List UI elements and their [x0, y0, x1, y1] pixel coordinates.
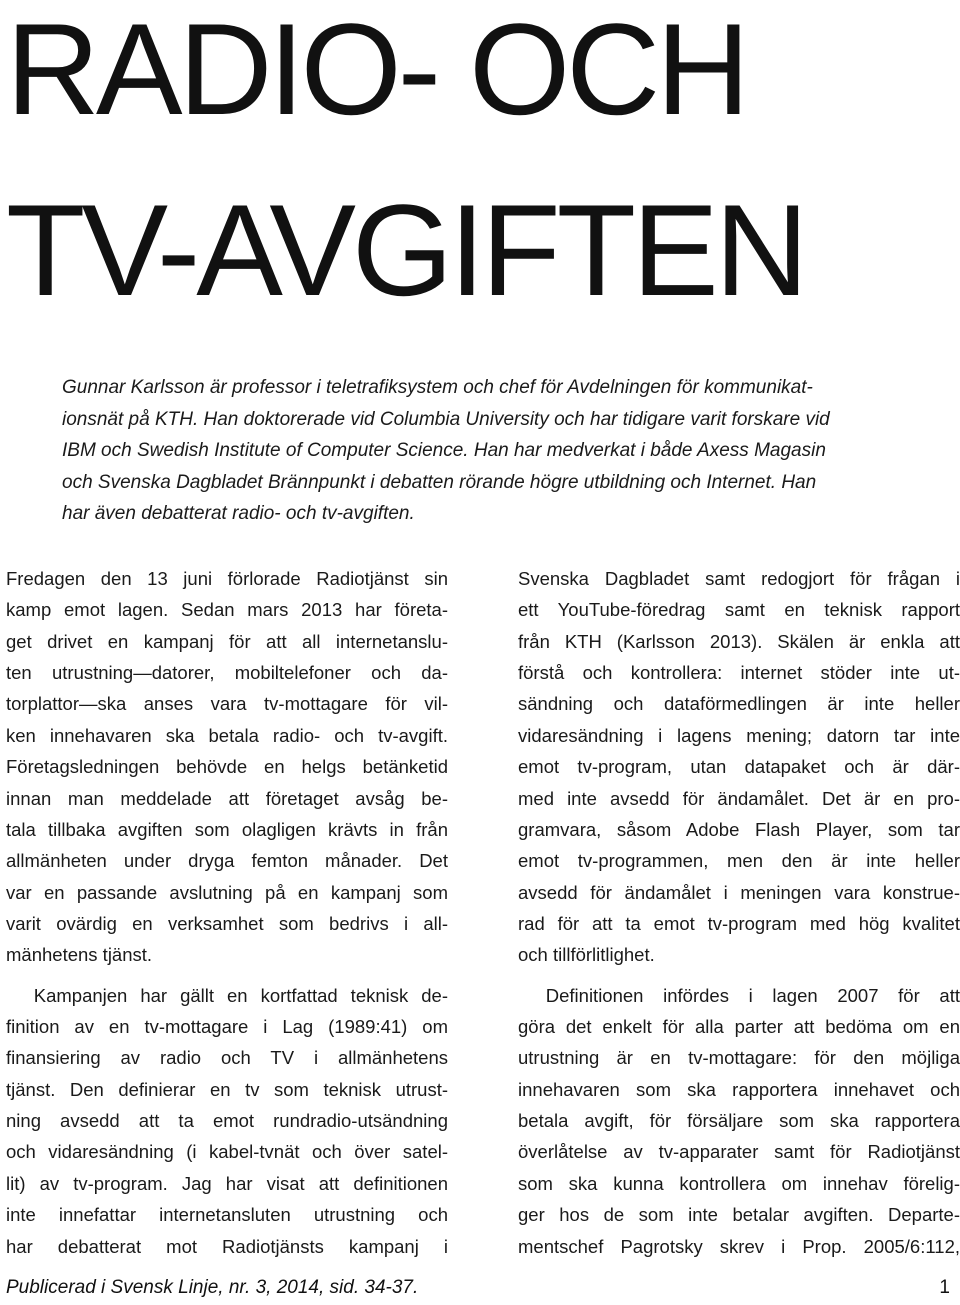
- text-line: lit) av tv-program. Jag har visat att definitionen: [6, 1172, 448, 1194]
- text-line: utrustning är en tv-mottagare: för den möjliga: [518, 1047, 960, 1069]
- text-line: sändning och dataförmedlingen är inte heller: [518, 693, 960, 715]
- text-line: avsedd för ändamålet i meningen vara konstrue-: [518, 881, 960, 903]
- text-line: ken innehavaren ska betala radio- och tv-avgift.: [6, 724, 448, 746]
- text-line: betala avgift, för försäljare som ska rapportera: [518, 1110, 960, 1132]
- text-line: med inte avsedd för ändamålet. Det är en pro-: [518, 787, 960, 809]
- text-line: torplattor—ska anses vara tv-mottagare för vil-: [6, 693, 448, 715]
- text-line: varit ovärdig en verksamhet som bedrivs i all-: [6, 912, 448, 934]
- text-line: och tillförlitlighet.: [518, 944, 655, 966]
- text-line: göra det enkelt för alla parter att bedöma om en: [518, 1016, 960, 1038]
- text-line: emot tv-program, utan datapaket och är där-: [518, 756, 960, 778]
- body-column-left: [6, 563, 448, 1262]
- text-line: och vidaresändning (i kabel-tvnät och över satel-: [6, 1141, 448, 1163]
- page-number: 1: [939, 1277, 950, 1298]
- text-line: kamp emot lagen. Sedan mars 2013 har företa-: [6, 599, 448, 621]
- text-line: tjänst. Den definierar en tv som teknisk utrust-: [6, 1078, 448, 1100]
- text-line: inte innefattar internetansluten utrustning och: [6, 1204, 448, 1226]
- text-line: Kampanjen har gällt en kortfattad teknisk de-: [6, 984, 448, 1006]
- text-line: innehavaren som ska rapportera innehavet och: [518, 1078, 960, 1100]
- text-line: överlåtelse av tv-apparater samt för Radiotjänst: [518, 1141, 960, 1163]
- bio-line: IBM och Swedish Institute of Computer Science. Han har medverkat i både Axess Magasin: [62, 440, 826, 462]
- text-line: Definitionen infördes i lagen 2007 för att: [518, 984, 960, 1006]
- bio-line: ionsnät på KTH. Han doktorerade vid Columbia University och har tidigare varit forskare vid: [62, 408, 830, 430]
- text-line: var en passande avslutning på en kampanj som: [6, 881, 448, 903]
- text-line: gramvara, såsom Adobe Flash Player, som tar: [518, 818, 960, 840]
- text-line: Företagsledningen behövde en helgs betänketid: [6, 756, 448, 778]
- text-line: har debatterat mot Radiotjänsts kampanj i: [6, 1235, 448, 1257]
- text-line: finition av en tv-mottagare i Lag (1989:41) om: [6, 1016, 448, 1038]
- title-line-2: TV-AVGIFTEN: [6, 177, 805, 323]
- text-line: vidaresändning i lagens mening; datorn tar inte: [518, 724, 960, 746]
- text-line: get drivet en kampanj för att all internetanslu-: [6, 630, 448, 652]
- text-line: ger hos de som inte betalar avgiften. Departe-: [518, 1204, 960, 1226]
- author-bio: [62, 372, 950, 530]
- text-line: emot tv-programmen, men den är inte heller: [518, 850, 960, 872]
- text-line: förstå och kontrollera: internet stöder inte ut-: [518, 662, 960, 684]
- text-line: allmänheten under dryga femton månader. Det: [6, 850, 448, 872]
- page-footer: [6, 1274, 950, 1302]
- bio-line: har även debatterat radio- och tv-avgiften.: [62, 503, 415, 525]
- body-column-right: [518, 563, 960, 1262]
- text-line: ning avsedd att ta emot rundradio-utsändning: [6, 1110, 448, 1132]
- text-line: ett YouTube-föredrag samt en teknisk rapport: [518, 599, 960, 621]
- text-line: innan man meddelade att företaget avsåg be-: [6, 787, 448, 809]
- text-line: tala tillbaka avgiften som olagligen krävts in från: [6, 818, 448, 840]
- text-line: finansiering av radio och TV i allmänhetens: [6, 1047, 448, 1069]
- text-line: mänhetens tjänst.: [6, 944, 153, 966]
- title-line-1: RADIO- OCH: [6, 0, 746, 142]
- publication-note: Publicerad i Svensk Linje, nr. 3, 2014, sid. 34-37.: [6, 1277, 419, 1298]
- text-line: som ska kunna kontrollera om innehav förelig-: [518, 1172, 960, 1194]
- bio-line: och Svenska Dagbladet Brännpunkt i debatten rörande högre utbildning och Internet. Han: [62, 471, 817, 493]
- text-line: Svenska Dagbladet samt redogjort för frågan i: [518, 568, 960, 589]
- bio-line: Gunnar Karlsson är professor i teletrafiksystem och chef för Avdelningen för kommunikat-: [62, 377, 813, 398]
- text-line: rad för att ta emot tv-program med hög kvalitet: [518, 912, 960, 934]
- text-line: mentschef Pagrotsky skrev i Prop. 2005/6:112,: [518, 1235, 960, 1257]
- text-line: Fredagen den 13 juni förlorade Radiotjänst sin: [6, 568, 448, 589]
- text-line: ten utrustning—datorer, mobiltelefoner och da-: [6, 662, 448, 684]
- text-line: från KTH (Karlsson 2013). Skälen är enkla att: [518, 630, 960, 652]
